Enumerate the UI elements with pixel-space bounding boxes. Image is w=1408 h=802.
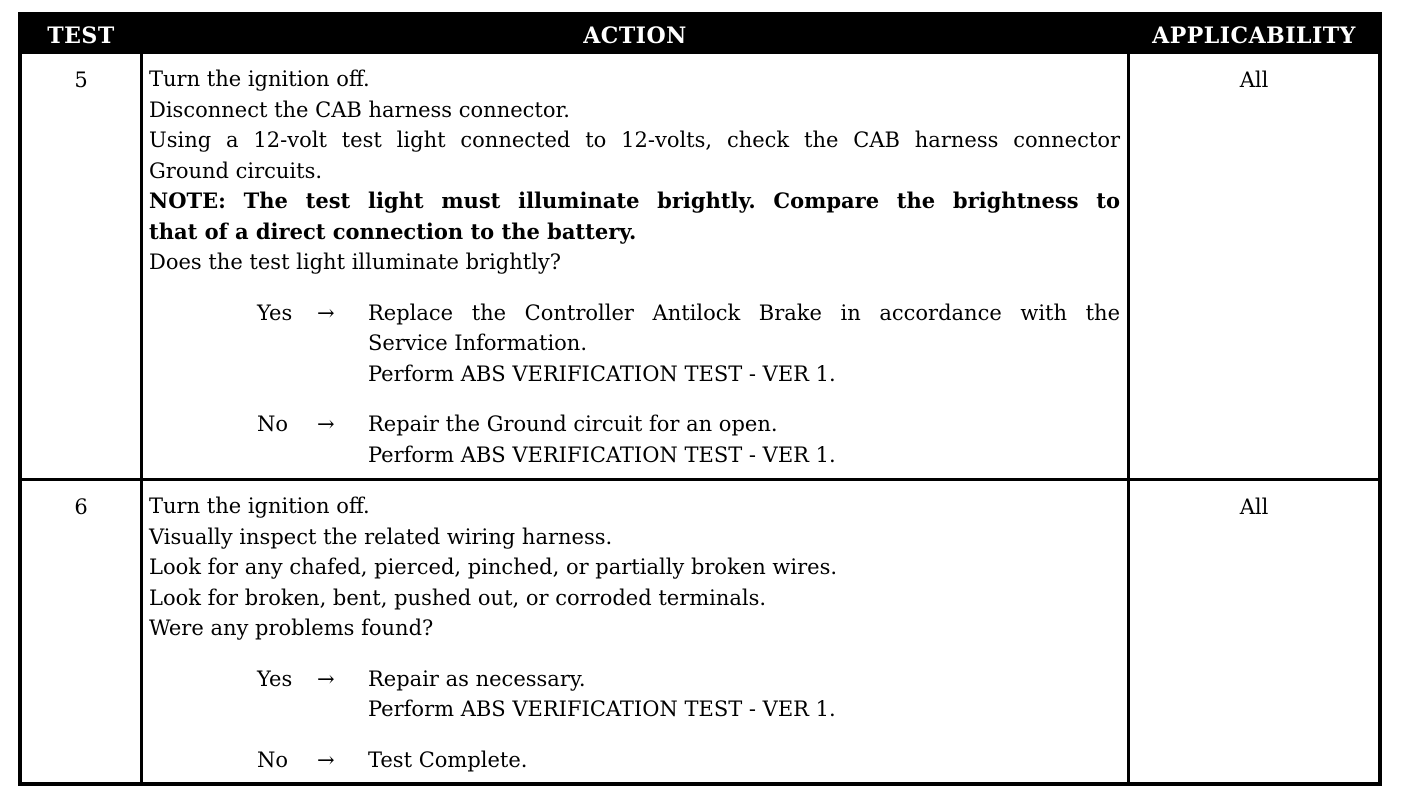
answer-line: Repair as necessary. [368, 666, 586, 691]
answer-line: Perform ABS VERIFICATION TEST - VER 1. [368, 361, 836, 386]
answer-no [149, 745, 1120, 776]
action-line: Ground circuits. [149, 158, 323, 183]
header-applicability: APPLICABILITY [1152, 23, 1356, 49]
action-line: Turn the ignition off. [149, 494, 370, 518]
answer-line: Perform ABS VERIFICATION TEST - VER 1. [368, 697, 836, 721]
arrow-icon: → [317, 666, 335, 691]
action-line: Turn the ignition off. [149, 67, 370, 91]
action-line: Look for broken, bent, pushed out, or corroded terminals. [149, 585, 767, 610]
row-5-action [149, 64, 1120, 470]
answer-line: Perform ABS VERIFICATION TEST - VER 1. [368, 442, 836, 467]
diagnostic-table [18, 12, 1382, 786]
arrow-icon: → [317, 747, 335, 772]
answer-line: Test Complete. [368, 747, 528, 772]
arrow-icon: → [317, 412, 335, 436]
answer-no-label: No [257, 412, 289, 436]
header-action: ACTION [583, 23, 687, 49]
action-line: Using a 12-volt test light connected to 12-volts, check the CAB harness connector [149, 128, 1120, 152]
answer-yes [149, 664, 1120, 725]
row-5-test-number: 5 [74, 68, 88, 92]
answer-line: Replace the Controller Antilock Brake in accordance with the [368, 300, 1120, 325]
action-line: Disconnect the CAB harness connector. [149, 97, 570, 122]
note-line: NOTE: The test light must illuminate brightly. Compare the brightness to [149, 188, 1120, 213]
row-5-applicability: All [1239, 68, 1269, 92]
answer-no [149, 409, 1120, 470]
answer-yes-label: Yes [257, 300, 293, 325]
action-line: Look for any chafed, pierced, pinched, or partially broken wires. [149, 555, 838, 579]
row-6-applicability: All [1239, 495, 1269, 519]
action-line: Visually inspect the related wiring harness. [149, 524, 613, 549]
answer-line: Service Information. [368, 331, 588, 355]
column-divider-test [140, 54, 143, 786]
answer-no-label: No [257, 747, 289, 772]
column-divider-applicability [1127, 54, 1130, 786]
header-test: TEST [47, 23, 115, 49]
row-6-test-number: 6 [74, 495, 88, 519]
table-header [22, 16, 1378, 54]
question: Were any problems found? [149, 616, 434, 640]
arrow-icon: → [317, 300, 335, 325]
answer-yes-label: Yes [257, 666, 293, 691]
row-divider [22, 478, 1378, 481]
note-line: that of a direct connection to the battery. [149, 218, 637, 244]
answer-yes [149, 298, 1120, 390]
row-6-action [149, 491, 1120, 775]
question: Does the test light illuminate brightly? [149, 250, 562, 274]
answer-line: Repair the Ground circuit for an open. [368, 412, 778, 436]
